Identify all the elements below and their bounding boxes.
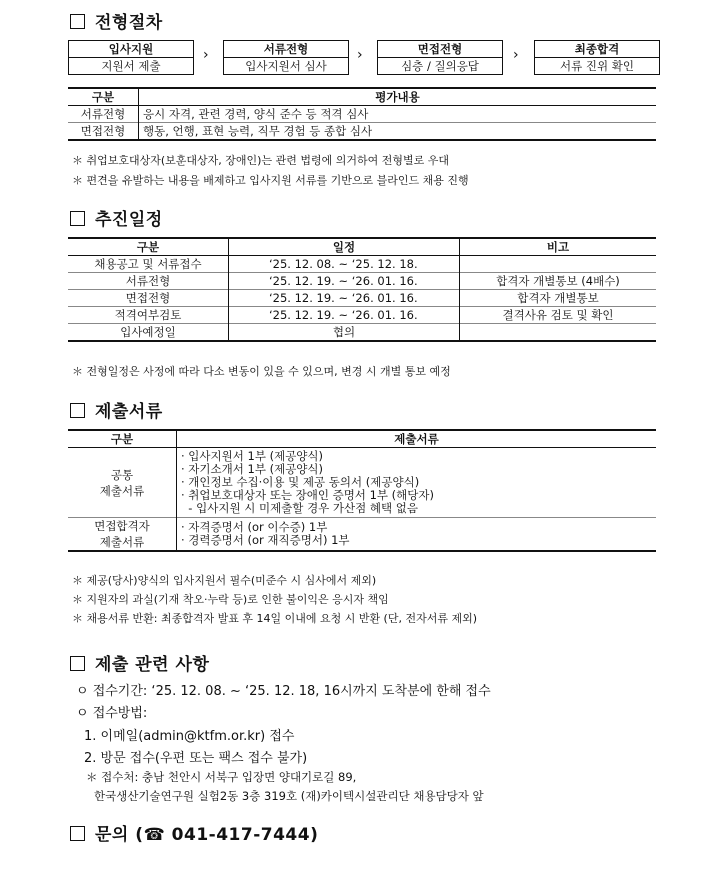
checkbox-square-icon xyxy=(70,656,85,671)
chevron-right-icon: › xyxy=(357,47,363,63)
list-item: · 개인정보 수집·이용 및 제공 동의서 (제공양식) xyxy=(181,475,420,489)
cell-documents xyxy=(177,448,657,518)
table-row xyxy=(68,307,656,324)
flow-step-desc: 지원서 제출 xyxy=(101,59,161,73)
flow-step-document xyxy=(223,40,349,75)
note-line: ＊ 제공(당사)양식의 입사지원서 필수(미준수 시 심사에서 제외) xyxy=(72,574,377,587)
table-row xyxy=(68,106,656,123)
flow-step-title: 서류전형 xyxy=(224,41,348,58)
cell-date: 협의 xyxy=(229,324,460,342)
cell-note xyxy=(460,324,657,342)
cell-category: 채용공고 및 서류접수 xyxy=(94,257,202,271)
list-item: · 자기소개서 1부 (제공양식) xyxy=(181,462,324,476)
checkbox-square-icon xyxy=(70,14,85,29)
cell-content: 행동, 언행, 표현 능력, 직무 경험 등 종합 심사 xyxy=(139,123,657,141)
section-title-submission: 제출 관련 사항 xyxy=(70,650,209,675)
flow-step-desc: 입사지원서 심사 xyxy=(245,59,327,73)
cell-category: 서류전형 xyxy=(80,107,126,121)
col-header-category: 구분 xyxy=(68,238,229,256)
note-line: ＊ 채용서류 반환: 최종합격자 발표 후 14일 이내에 요청 시 반환 (단, 전자서류 제외) xyxy=(72,612,478,625)
table-row xyxy=(68,324,656,342)
category-label: 공통 xyxy=(110,467,134,482)
cell-documents xyxy=(177,518,657,552)
chevron-right-icon: › xyxy=(203,47,209,63)
list-item: · 자격증명서 (or 이수증) 1부 xyxy=(181,520,328,534)
table-row xyxy=(68,518,656,552)
cell-category: 입사예정일 xyxy=(68,324,229,342)
cell-date: ‘25. 12. 19. ~ ‘26. 01. 16. xyxy=(229,273,460,290)
checkbox-square-icon xyxy=(70,403,85,418)
category-label: 면접합격자 xyxy=(94,519,150,533)
flow-step-title: 최종합격 xyxy=(535,41,659,58)
cell-category: 적격여부검토 xyxy=(68,307,229,324)
cell-category: 면접전형 xyxy=(68,290,229,307)
contact-phone: 041-417-7444 xyxy=(171,825,311,845)
cell-category: 면접전형 xyxy=(68,123,139,141)
list-item: · 입사지원서 1부 (제공양식) xyxy=(181,449,324,463)
submission-method: ㅇ 접수방법: xyxy=(76,706,148,721)
col-header-category: 구분 xyxy=(68,430,177,448)
flow-step-interview xyxy=(377,40,503,75)
checkbox-square-icon xyxy=(70,826,85,841)
flow-step-title: 입사지원 xyxy=(69,41,193,58)
list-item: · 취업보호대상자 또는 장애인 증명서 1부 (해당자) xyxy=(181,488,434,502)
section-title-procedure: 전형절차 xyxy=(70,8,163,33)
list-item: · 경력증명서 (or 재직증명서) 1부 xyxy=(181,533,350,547)
table-row xyxy=(68,273,656,290)
submission-method-email: 1. 이메일(admin@ktfm.or.kr) 접수 xyxy=(84,729,295,744)
note-line: ＊ 전형일정은 사정에 따라 다소 변동이 있을 수 있으며, 변경 시 개별 통보 예정 xyxy=(72,365,451,378)
cell-note: 합격자 개별통보 xyxy=(460,290,657,307)
evaluation-table xyxy=(68,87,656,141)
flow-step-apply xyxy=(68,40,194,75)
table-row xyxy=(68,448,656,518)
table-row xyxy=(68,123,656,141)
section-title-contact: 문의 (☎ 041-417-7444) xyxy=(70,820,318,845)
cell-date: ‘25. 12. 19. ~ ‘26. 01. 16. xyxy=(229,307,460,324)
section-title-documents: 제출서류 xyxy=(70,397,163,422)
note-line: ＊ 지원자의 과실(기재 착오·누락 등)로 인한 불이익은 응시자 책임 xyxy=(72,593,389,606)
submission-period: ㅇ 접수기간: ‘25. 12. 08. ~ ‘25. 12. 18, 16시까지 도착분에 한해 접수 xyxy=(76,684,491,699)
phone-icon: ☎ xyxy=(143,825,166,845)
list-item: - 입사지원 시 미제출할 경우 가산점 혜택 없음 xyxy=(181,501,419,515)
category-label: 제출서류 xyxy=(99,535,145,549)
schedule-table xyxy=(68,237,656,342)
cell-content: 응시 자격, 관련 경력, 양식 준수 등 적격 심사 xyxy=(139,106,657,123)
documents-table xyxy=(68,429,656,552)
flow-step-title: 면접전형 xyxy=(378,41,502,58)
chevron-right-icon: › xyxy=(513,47,519,63)
flow-step-final xyxy=(534,40,660,75)
cell-category: 서류전형 xyxy=(68,273,229,290)
cell-date: ‘25. 12. 08. ~ ‘25. 12. 18. xyxy=(229,256,460,273)
flow-step-desc: 서류 진위 확인 xyxy=(560,59,634,73)
submission-method-visit: 2. 방문 접수(우편 또는 팩스 접수 불가) xyxy=(84,751,308,766)
col-header-documents: 제출서류 xyxy=(177,430,657,448)
table-row xyxy=(68,290,656,307)
flow-step-desc: 심층 / 질의응답 xyxy=(401,59,479,73)
checkbox-square-icon xyxy=(70,211,85,226)
category-label: 제출서류 xyxy=(99,483,145,498)
col-header-content: 평가내용 xyxy=(139,88,657,106)
note-line: ＊ 취업보호대상자(보훈대상자, 장애인)는 관련 법령에 의거하여 전형별로 우대 xyxy=(72,154,449,167)
cell-category xyxy=(68,518,177,552)
cell-note: 결격사유 검토 및 확인 xyxy=(460,307,657,324)
cell-note xyxy=(460,256,657,273)
section-title-schedule: 추진일정 xyxy=(70,205,163,230)
cell-note: 합격자 개별통보 (4배수) xyxy=(460,273,657,290)
col-header-note: 비고 xyxy=(460,238,657,256)
submission-address: 한국생산기술연구원 실험2동 3층 319호 (재)카이텍시설관리단 채용담당자 앞 xyxy=(94,789,484,803)
note-line: ＊ 편견을 유발하는 내용을 배제하고 입사지원 서류를 기반으로 블라인드 채용 진행 xyxy=(72,174,469,187)
table-row xyxy=(68,256,656,273)
submission-address: ＊ 접수처: 충남 천안시 서북구 입장면 양대기로길 89, xyxy=(86,770,357,784)
col-header-date: 일정 xyxy=(229,238,460,256)
col-header-category: 구분 xyxy=(68,88,139,106)
cell-category xyxy=(68,448,177,518)
cell-date: ‘25. 12. 19. ~ ‘26. 01. 16. xyxy=(229,290,460,307)
